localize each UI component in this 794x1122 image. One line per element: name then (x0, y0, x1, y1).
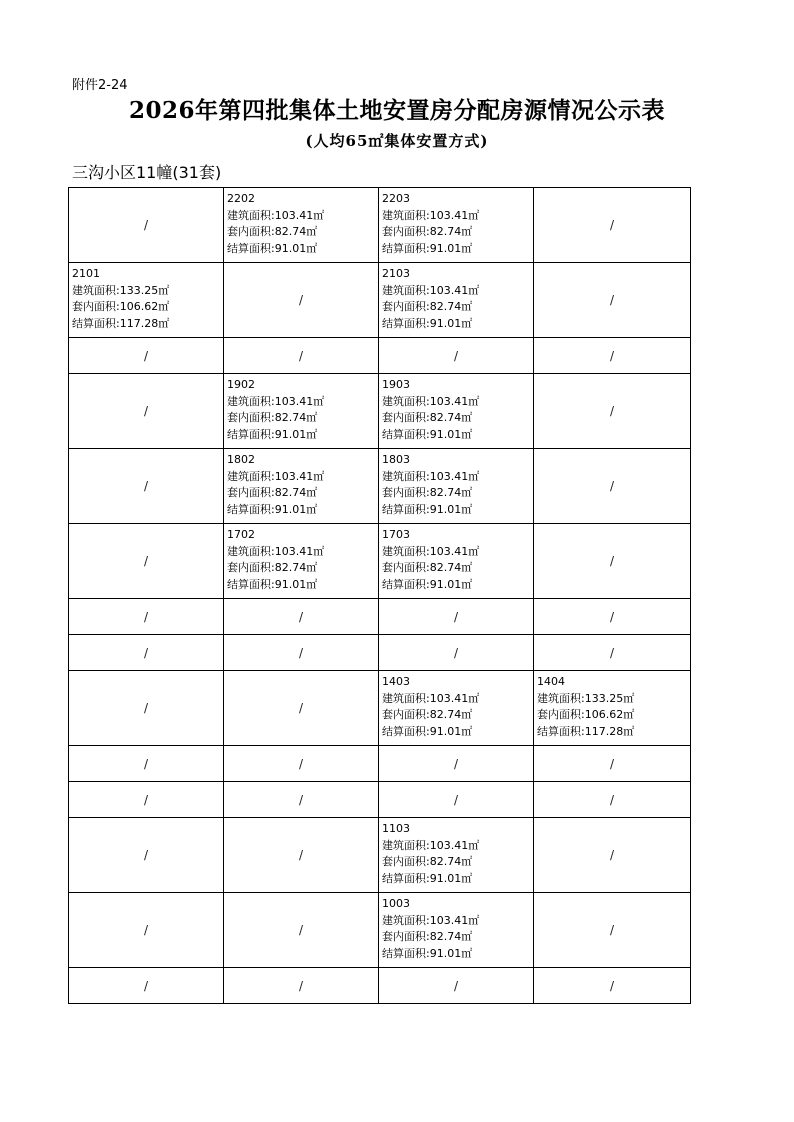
unit-built: 建筑面积:103.41㎡ (382, 394, 480, 408)
unit-settle: 结算面积:117.28㎡ (72, 316, 170, 330)
unit-room: 2101 (72, 267, 100, 280)
housing-allocation-table (68, 187, 691, 1004)
empty-cell (534, 746, 691, 782)
unit-settle: 结算面积:117.28㎡ (537, 724, 635, 738)
empty-cell (69, 818, 224, 893)
empty-cell (69, 188, 224, 263)
empty-slash: / (143, 792, 149, 807)
empty-cell (534, 263, 691, 338)
table-row (69, 599, 691, 635)
unit-settle: 结算面积:91.01㎡ (382, 241, 473, 255)
empty-slash: / (298, 293, 304, 307)
empty-slash: / (609, 554, 615, 568)
empty-cell (534, 893, 691, 968)
empty-slash: / (298, 701, 304, 715)
unit-built: 建筑面积:103.41㎡ (382, 691, 480, 705)
unit-settle: 结算面积:91.01㎡ (382, 427, 473, 441)
empty-cell (379, 599, 534, 635)
table-row (69, 635, 691, 671)
unit-room: 1703 (382, 528, 410, 541)
empty-cell (69, 599, 224, 635)
unit-room: 1803 (382, 453, 410, 466)
empty-slash: / (609, 293, 615, 307)
unit-built: 建筑面积:103.41㎡ (382, 544, 480, 558)
unit-inner: 套内面积:82.74㎡ (227, 561, 318, 574)
table-row (69, 449, 691, 524)
empty-slash: / (609, 404, 615, 418)
unit-settle: 结算面积:91.01㎡ (382, 871, 473, 885)
unit-built: 建筑面积:103.41㎡ (382, 469, 480, 483)
unit-inner: 套内面积:82.74㎡ (382, 225, 473, 238)
unit-inner: 套内面积:82.74㎡ (382, 300, 473, 313)
empty-slash: / (609, 218, 615, 232)
unit-settle: 结算面积:91.01㎡ (227, 577, 318, 591)
table-body (69, 188, 691, 1004)
unit-cell (379, 524, 534, 599)
unit-settle: 结算面积:91.01㎡ (382, 724, 473, 738)
unit-inner: 套内面积:82.74㎡ (382, 708, 473, 721)
unit-cell (224, 449, 379, 524)
empty-cell (69, 449, 224, 524)
empty-slash: / (609, 792, 615, 807)
empty-slash: / (143, 609, 149, 624)
empty-cell (379, 746, 534, 782)
attachment-label: 附件2-24 (72, 78, 128, 93)
empty-cell (534, 635, 691, 671)
unit-room: 2103 (382, 267, 410, 280)
unit-built: 建筑面积:103.41㎡ (227, 469, 325, 483)
unit-cell (379, 263, 534, 338)
empty-slash: / (143, 923, 149, 937)
empty-cell (224, 746, 379, 782)
unit-room: 1702 (227, 528, 255, 541)
unit-cell (379, 671, 534, 746)
unit-inner: 套内面积:82.74㎡ (382, 411, 473, 424)
unit-built: 建筑面积:133.25㎡ (537, 691, 635, 705)
empty-cell (224, 263, 379, 338)
empty-cell (69, 968, 224, 1004)
empty-slash: / (453, 348, 459, 363)
empty-slash: / (298, 978, 304, 993)
empty-slash: / (298, 645, 304, 660)
unit-settle: 结算面积:91.01㎡ (382, 316, 473, 330)
empty-cell (69, 746, 224, 782)
empty-cell (534, 968, 691, 1004)
empty-cell (69, 338, 224, 374)
empty-cell (69, 374, 224, 449)
unit-room: 1003 (382, 897, 410, 910)
empty-slash: / (143, 756, 149, 771)
empty-slash: / (143, 479, 149, 493)
empty-slash: / (298, 923, 304, 937)
empty-slash: / (609, 609, 615, 624)
unit-cell (224, 188, 379, 263)
unit-inner: 套内面积:106.62㎡ (537, 708, 635, 721)
unit-cell (379, 374, 534, 449)
empty-cell (224, 338, 379, 374)
empty-slash: / (609, 848, 615, 862)
table-row (69, 188, 691, 263)
table-row (69, 893, 691, 968)
table-row (69, 968, 691, 1004)
unit-cell (534, 671, 691, 746)
unit-cell (224, 524, 379, 599)
empty-slash: / (609, 348, 615, 363)
unit-settle: 结算面积:91.01㎡ (382, 577, 473, 591)
unit-inner: 套内面积:82.74㎡ (382, 855, 473, 868)
empty-slash: / (143, 218, 149, 232)
unit-inner: 套内面积:106.62㎡ (72, 300, 170, 313)
empty-cell (224, 635, 379, 671)
empty-slash: / (143, 404, 149, 418)
unit-inner: 套内面积:82.74㎡ (227, 411, 318, 424)
unit-settle: 结算面积:91.01㎡ (382, 946, 473, 960)
empty-slash: / (143, 701, 149, 715)
empty-slash: / (298, 348, 304, 363)
unit-settle: 结算面积:91.01㎡ (227, 502, 318, 516)
unit-built: 建筑面积:103.41㎡ (227, 544, 325, 558)
empty-cell (534, 818, 691, 893)
unit-built: 建筑面积:103.41㎡ (382, 208, 480, 222)
empty-slash: / (143, 645, 149, 660)
empty-slash: / (298, 609, 304, 624)
empty-cell (379, 635, 534, 671)
empty-cell (69, 524, 224, 599)
empty-cell (69, 671, 224, 746)
unit-room: 1103 (382, 822, 410, 835)
empty-cell (224, 671, 379, 746)
unit-room: 2203 (382, 192, 410, 205)
empty-cell (224, 968, 379, 1004)
empty-cell (224, 893, 379, 968)
empty-slash: / (453, 609, 459, 624)
page-title: 2026年第四批集体土地安置房分配房源情况公示表 (128, 97, 665, 124)
table-row (69, 338, 691, 374)
empty-slash: / (609, 645, 615, 660)
table-row (69, 374, 691, 449)
unit-built: 建筑面积:103.41㎡ (382, 283, 480, 297)
page-subtitle: (人均65㎡集体安置方式) (305, 132, 489, 150)
empty-slash: / (609, 756, 615, 771)
unit-cell (379, 188, 534, 263)
unit-built: 建筑面积:103.41㎡ (382, 913, 480, 927)
table-row (69, 782, 691, 818)
unit-built: 建筑面积:103.41㎡ (227, 208, 325, 222)
unit-room: 1404 (537, 675, 565, 688)
empty-slash: / (143, 554, 149, 568)
unit-cell (379, 818, 534, 893)
unit-inner: 套内面积:82.74㎡ (227, 225, 318, 238)
empty-slash: / (609, 923, 615, 937)
unit-inner: 套内面积:82.74㎡ (227, 486, 318, 499)
unit-room: 1802 (227, 453, 255, 466)
table-row (69, 263, 691, 338)
empty-slash: / (453, 792, 459, 807)
empty-cell (534, 599, 691, 635)
empty-cell (69, 782, 224, 818)
empty-cell (224, 599, 379, 635)
unit-inner: 套内面积:82.74㎡ (382, 930, 473, 943)
unit-room: 2202 (227, 192, 255, 205)
empty-cell (534, 782, 691, 818)
empty-cell (379, 338, 534, 374)
unit-room: 1903 (382, 378, 410, 391)
unit-built: 建筑面积:133.25㎡ (72, 283, 170, 297)
empty-slash: / (143, 978, 149, 993)
empty-cell (534, 188, 691, 263)
empty-cell (69, 635, 224, 671)
unit-room: 1403 (382, 675, 410, 688)
unit-inner: 套内面积:82.74㎡ (382, 486, 473, 499)
empty-slash: / (143, 348, 149, 363)
unit-cell (69, 263, 224, 338)
empty-cell (379, 968, 534, 1004)
empty-cell (534, 449, 691, 524)
empty-cell (534, 524, 691, 599)
unit-settle: 结算面积:91.01㎡ (227, 241, 318, 255)
empty-slash: / (298, 756, 304, 771)
unit-cell (224, 374, 379, 449)
section-heading: 三沟小区11幢(31套) (72, 163, 222, 182)
empty-slash: / (609, 978, 615, 993)
table-row (69, 524, 691, 599)
table-row (69, 818, 691, 893)
empty-slash: / (298, 848, 304, 862)
unit-room: 1902 (227, 378, 255, 391)
empty-cell (379, 782, 534, 818)
empty-slash: / (609, 479, 615, 493)
unit-cell (379, 449, 534, 524)
empty-cell (224, 782, 379, 818)
table-row (69, 746, 691, 782)
unit-built: 建筑面积:103.41㎡ (382, 838, 480, 852)
unit-settle: 结算面积:91.01㎡ (227, 427, 318, 441)
unit-settle: 结算面积:91.01㎡ (382, 502, 473, 516)
table-row (69, 671, 691, 746)
empty-slash: / (453, 978, 459, 993)
unit-built: 建筑面积:103.41㎡ (227, 394, 325, 408)
empty-cell (534, 374, 691, 449)
empty-slash: / (453, 756, 459, 771)
empty-cell (224, 818, 379, 893)
empty-cell (534, 338, 691, 374)
empty-slash: / (143, 848, 149, 862)
unit-cell (379, 893, 534, 968)
empty-slash: / (298, 792, 304, 807)
empty-cell (69, 893, 224, 968)
empty-slash: / (453, 645, 459, 660)
unit-inner: 套内面积:82.74㎡ (382, 561, 473, 574)
